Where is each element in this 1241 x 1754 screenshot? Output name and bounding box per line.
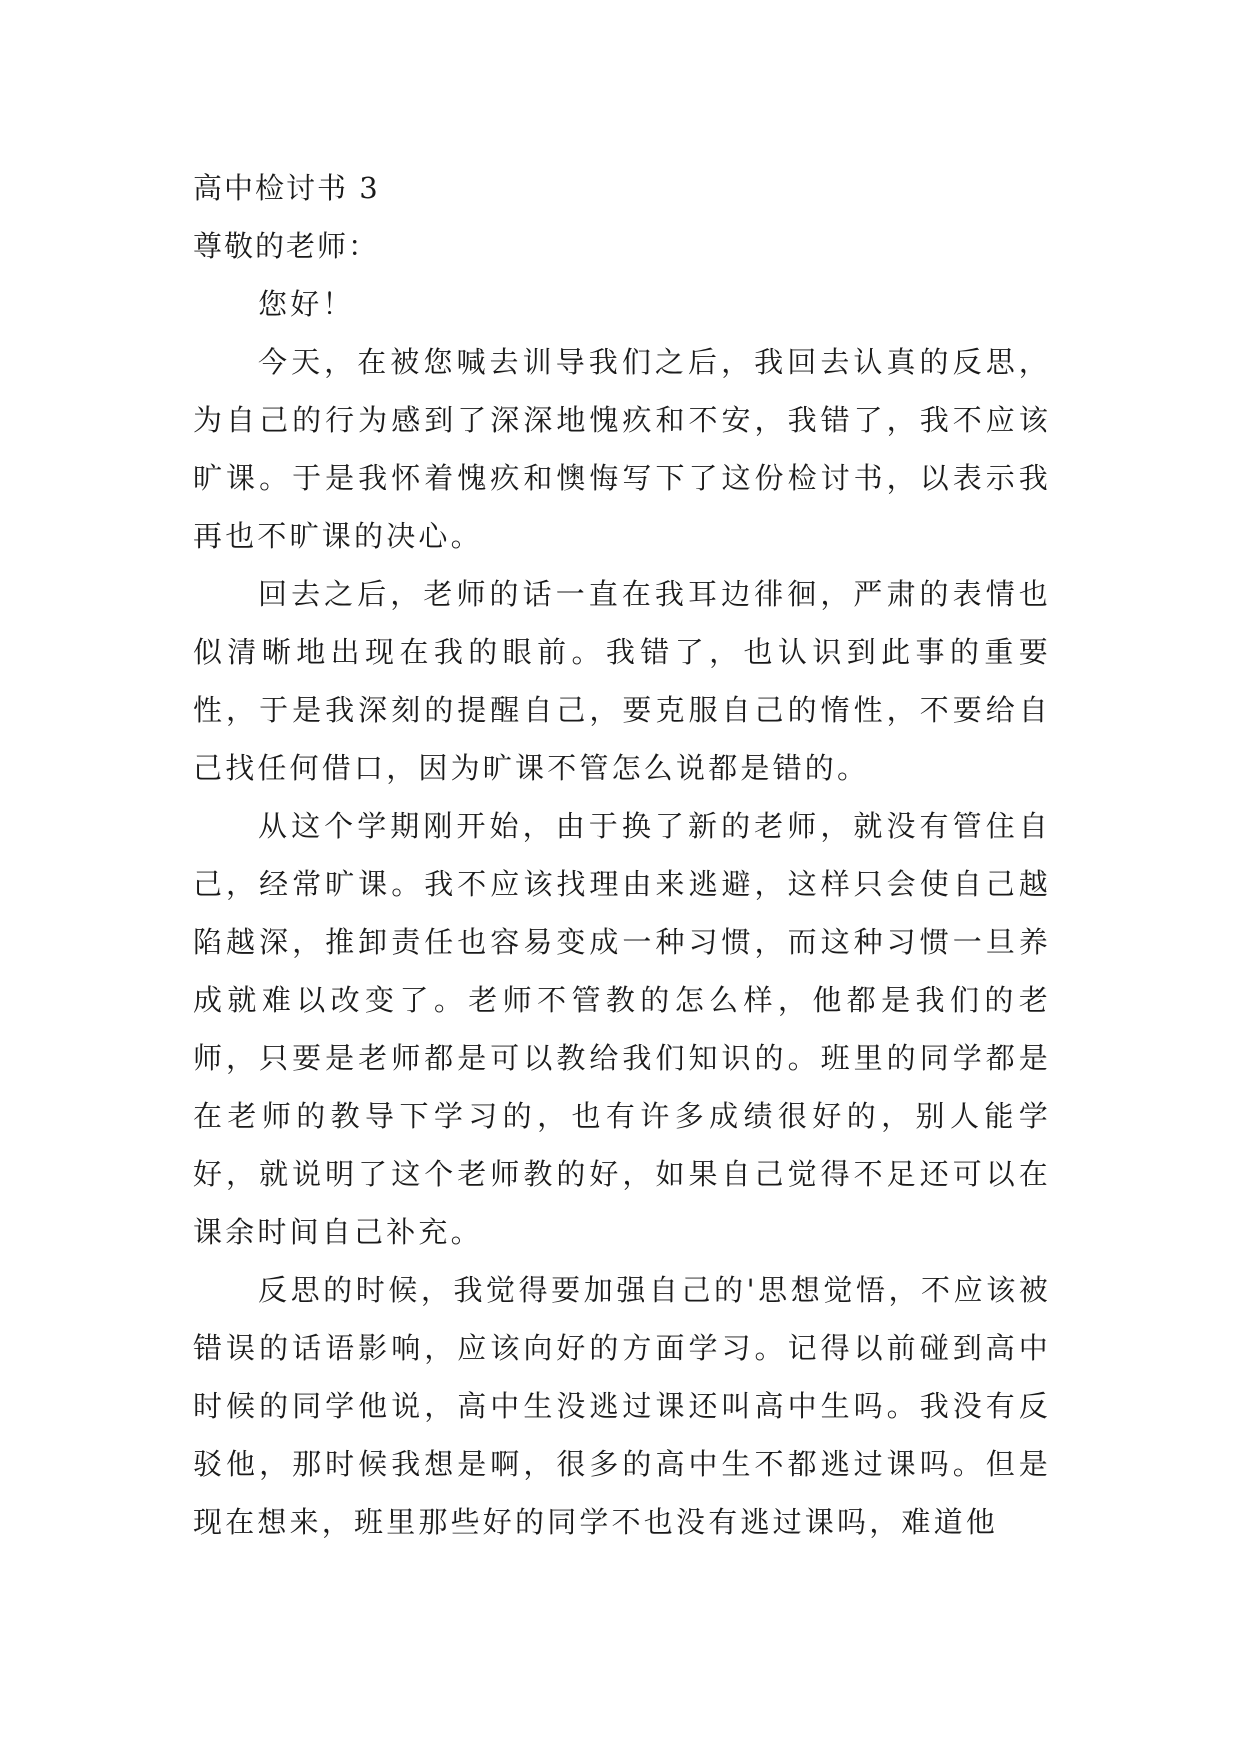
greeting: 您好！ bbox=[258, 287, 355, 321]
paragraph-3: 从这个学期刚开始，由于换了新的老师，就没有管住自己，经常旷课。我不应该找理由来逃避，这样只会使自己越陷越深，推卸责任也容易变成一种习惯，而这种习惯一旦养成就难以改变了。老师不管教的怎么样，他都是我们的老师，只要是老师都是可以教给我们知识的。班里的同学都是在老师的教导下学习的，也有许多成绩很好的，别人能学好，就说明了这个老师教的好，如果自己觉得不足还可以在课余时间自己补充。 bbox=[193, 809, 1051, 1249]
paragraph-2: 回去之后，老师的话一直在我耳边徘徊，严肃的表情也似清晰地出现在我的眼前。我错了，也认识到此事的重要性，于是我深刻的提醒自己，要克服自己的惰性，不要给自己找任何借口，因为旷课不管怎么说都是错的。 bbox=[193, 577, 1051, 785]
paragraph-4: 反思的时候，我觉得要加强自己的'思想觉悟，不应该被错误的话语影响，应该向好的方面学习。记得以前碰到高中时候的同学他说，高中生没逃过课还叫高中生吗。我没有反驳他，那时候我想是啊，很多的高中生不都逃过课吗。但是现在想来，班里那些好的同学不也没有逃过课吗，难道他 bbox=[193, 1273, 1051, 1539]
document-body bbox=[193, 159, 1051, 1551]
document-title: 高中检讨书 3 bbox=[193, 171, 380, 205]
salutation: 尊敬的老师： bbox=[193, 229, 380, 263]
paragraph-1: 今天，在被您喊去训导我们之后，我回去认真的反思，为自己的行为感到了深深地愧疚和不安，我错了，我不应该旷课。于是我怀着愧疚和懊悔写下了这份检讨书，以表示我再也不旷课的决心。 bbox=[193, 345, 1051, 553]
